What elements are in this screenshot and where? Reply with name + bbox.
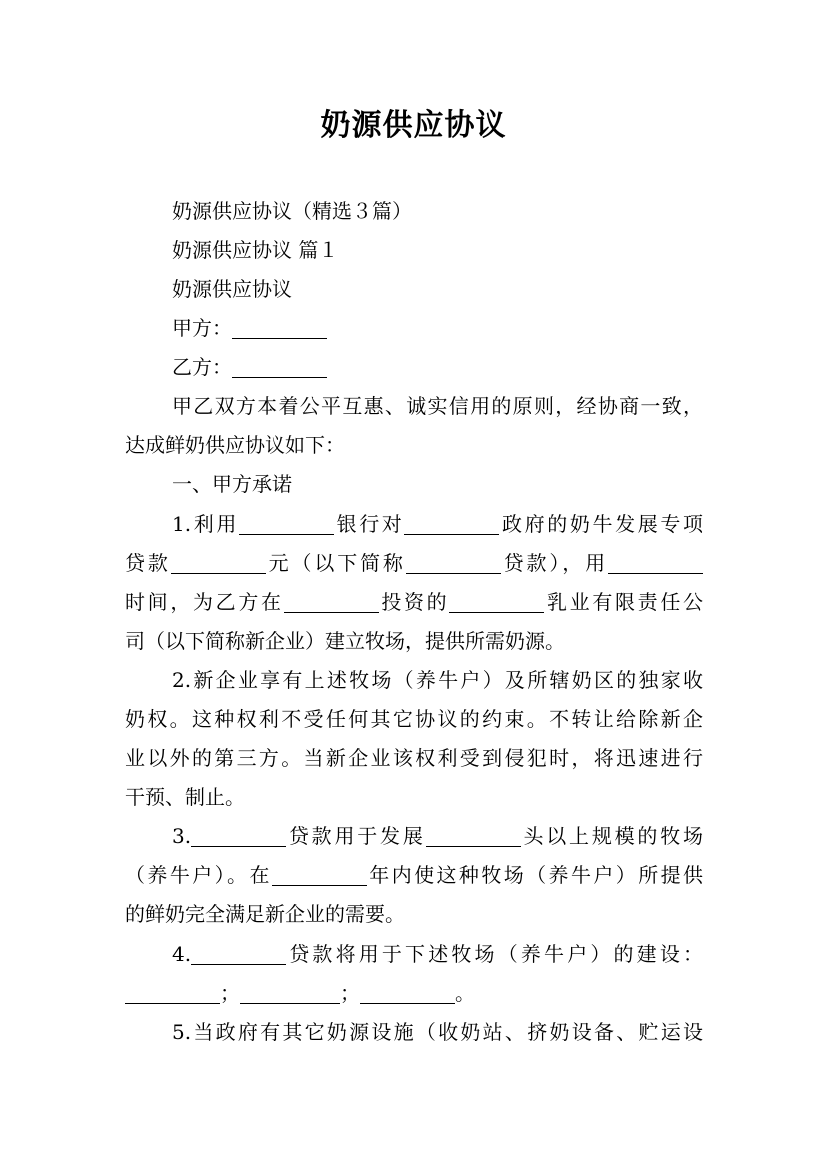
text-fragment: 贷款将用于下述牧场（养牛户）的建设： (286, 942, 703, 966)
clause-1-line-4: 司（以下简称新企业）建立牧场，提供所需奶源。 (125, 629, 565, 653)
clause-2-line-4: 干预、制止。 (125, 785, 245, 809)
party-a-blank (232, 316, 327, 339)
blank-field (426, 824, 521, 847)
section-heading: 奶源供应协议 篇１ (172, 238, 339, 262)
blank-field (240, 981, 340, 1004)
party-b-line (172, 348, 703, 386)
text-fragment: 政府的奶牛发展专项 (499, 512, 704, 536)
text-fragment: 贷款 (125, 551, 171, 575)
blank-field (125, 981, 220, 1004)
blank-field (191, 824, 286, 847)
text-fragment: 4. (172, 942, 192, 966)
text-fragment: 头以上规模的牧场 (520, 824, 704, 848)
text-fragment: 1.利用 (172, 512, 239, 536)
clause-2-line-1: 2.新企业享有上述牧场（养牛户）及所辖奶区的独家收 (172, 668, 703, 692)
blank-field (404, 512, 499, 535)
clause-1-line-1 (172, 505, 703, 543)
party-b-blank (232, 355, 327, 378)
clause-heading-1: 一、甲方承诺 (172, 472, 292, 496)
text-fragment: ； (340, 981, 360, 1005)
subtitle: 奶源供应协议（精选３篇） (172, 199, 412, 223)
text-fragment: 3. (172, 824, 192, 848)
text-fragment: 元（以下简称 (265, 551, 406, 575)
intro-line-1: 甲乙双方本着公平互惠、诚实信用的原则，经协商一致， (172, 394, 703, 418)
clause-5-line-1: 5.当政府有其它奶源设施（收奶站、挤奶设备、贮运设 (172, 1020, 703, 1044)
text-fragment: （养牛户）。在 (125, 863, 272, 887)
text-fragment: 贷款），用 (500, 551, 609, 575)
text-fragment: 银行对 (333, 512, 405, 536)
blank-field (171, 551, 266, 574)
blank-field (272, 863, 367, 886)
party-b-label: 乙方： (172, 355, 232, 379)
blank-field (191, 942, 286, 965)
text-fragment: 贷款用于发展 (286, 824, 426, 848)
clause-3-line-3: 的鲜奶完全满足新企业的需要。 (125, 902, 405, 926)
document-title: 奶源供应协议 (320, 108, 507, 143)
text-fragment: 投资的 (378, 590, 450, 614)
blank-field (449, 590, 544, 613)
blank-field (284, 590, 379, 613)
party-a-label: 甲方： (172, 316, 232, 340)
agreement-name: 奶源供应协议 (172, 277, 292, 301)
clause-1-line-2 (125, 544, 703, 582)
clause-4-line-1 (172, 935, 703, 973)
clause-3-line-2 (125, 856, 703, 894)
text-fragment: 时间，为乙方在 (125, 590, 284, 614)
blank-field (406, 551, 501, 574)
clause-2-line-2: 奶权。这种权利不受任何其它协议的约束。不转让给除新企 (125, 707, 703, 731)
text-fragment: 乳业有限责任公 (544, 590, 704, 614)
clause-1-line-3 (125, 583, 703, 621)
intro-line-2: 达成鲜奶供应协议如下： (125, 433, 345, 457)
clause-4-line-2 (125, 974, 703, 1012)
text-fragment: 年内使这种牧场（养牛户）所提供 (366, 863, 704, 887)
clause-2-line-3: 业以外的第三方。当新企业该权利受到侵犯时，将迅速进行 (125, 746, 703, 770)
blank-field (608, 551, 703, 574)
clause-3-line-1 (172, 817, 703, 855)
blank-field (360, 981, 455, 1004)
text-fragment: ； (220, 981, 240, 1005)
party-a-line (172, 309, 703, 347)
blank-field (239, 512, 334, 535)
text-fragment: 。 (455, 981, 475, 1005)
